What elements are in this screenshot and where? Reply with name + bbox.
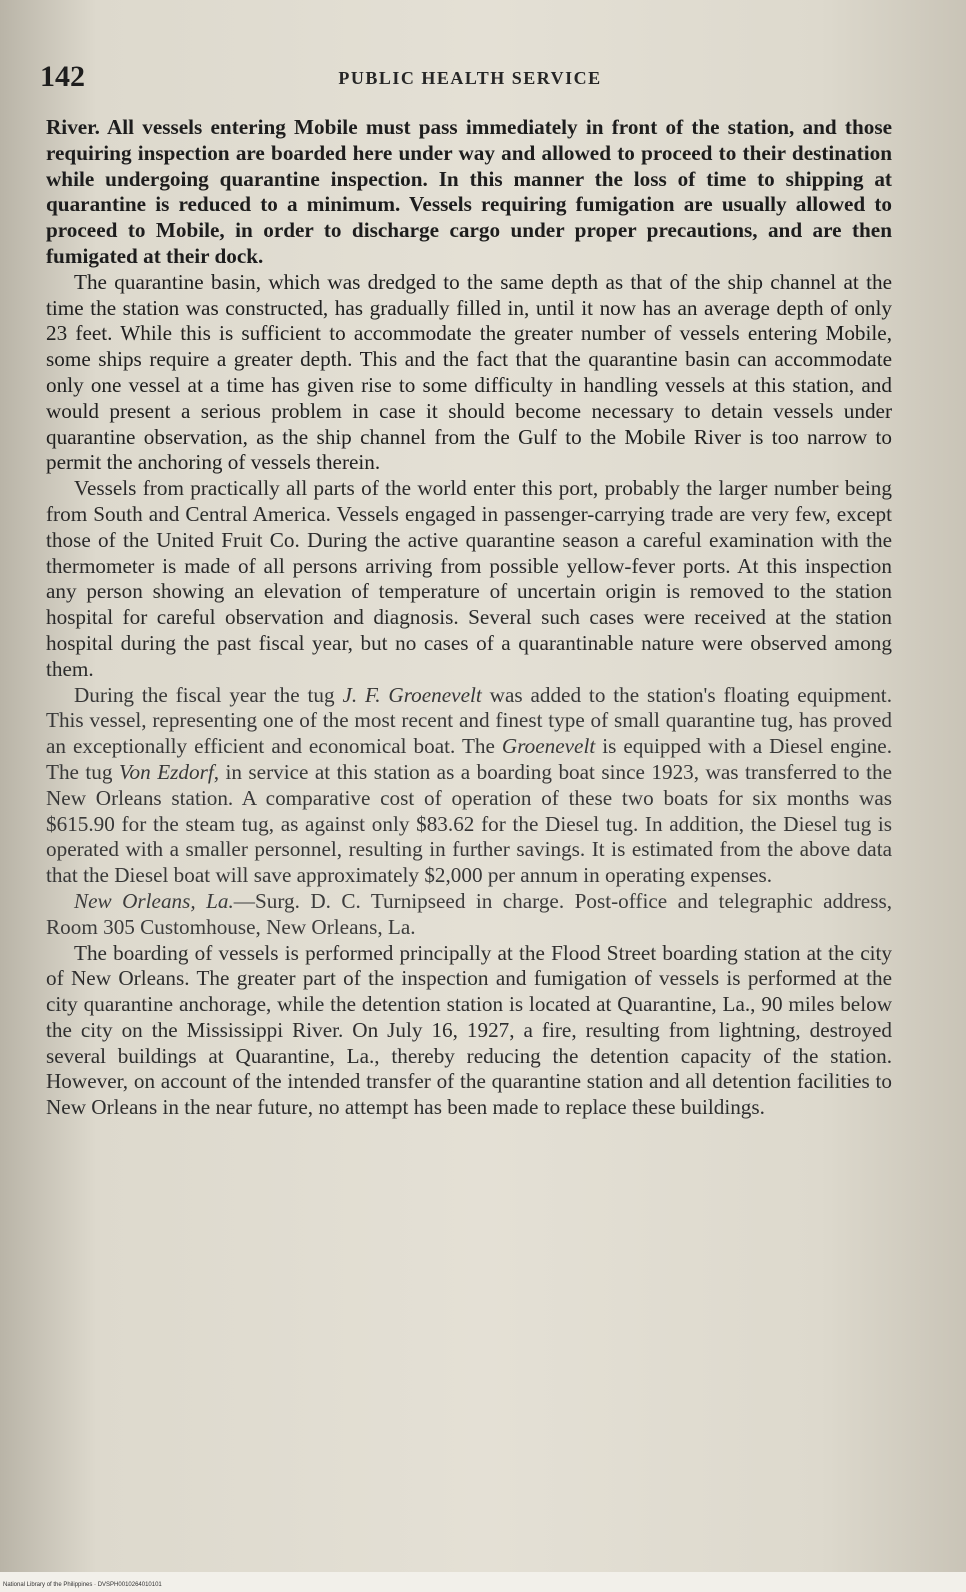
running-head: PUBLIC HEALTH SERVICE [338,68,602,88]
station-name-italic: New Orleans, La. [74,888,234,913]
paragraph-vessels-origin: Vessels from practically all parts of the world enter this port, probably the larger number being from South and Central America. Vessels engaged in passenger-carrying trade are very few, except those of the United Fruit Co. During the active quarantine season a careful examination with the thermometer is made of all persons arriving from possible yellow-fever ports. At this inspection any person showing an elevation of temperature of uncertain origin is removed to the station hospital for careful observation and diagnosis. Several such cases were received at the station hospital during the past fiscal year, but no cases of a quarantinable nature were observed among them. [46,476,892,681]
text-run: During the fiscal year the tug [74,682,343,707]
scan-footer-text: National Library of the Philippines · DVSPH0010264010101 [3,1582,162,1588]
paragraph-quarantine-basin: The quarantine basin, which was dredged to the same depth as that of the ship channel at the time the station was constructed, has gradually filled in, until it now has an average depth of only 23 feet. While this is sufficient to accommodate the greater number of vessels entering Mobile, some ships require a greater depth. This and the fact that the quarantine basin can accommodate only one vessel at a time has given rise to some difficulty in handling vessels at this station, and would present a serious problem in case it should become necessary to detain vessels under quarantine observation, as the ship channel from the Gulf to the Mobile River is too narrow to permit the anchoring of vessels therein. [46,269,892,475]
paragraph-mobile-station: River. All vessels entering Mobile must pass immediately in front of the station, and those requiring inspection are boarded here under way and allowed to proceed to their destination while undergoing quarantine inspection. In this manner the loss of time to shipping at quarantine is reduced to a minimum. Vessels requiring fumigation are usually allowed to proceed to Mobile, in order to discharge cargo under proper precautions, and are then fumigated at their dock. [46,115,892,268]
page-header [40,58,900,98]
text-run: , in service at this station as a boarding boat since 1923, was transferred to the New Orleans station. A comparative cost of operation of these two boats for six months was $615.90 for the steam tug, as against only $83.62 for the Diesel tug. In addition, the Diesel tug is operated with a smaller personnel, resulting in further savings. It is estimated from the above data that the Diesel boat will save approximately $2,000 per annum in operating expenses. [46,759,893,888]
vessel-name-italic: J. F. Groenevelt [342,682,482,707]
vessel-name-italic: Groenevelt [501,734,596,759]
paragraph-diesel-tug [46,683,892,889]
text-run: was added to the station's floating equipment. This vessel, representing one of the most recent and finest type of small quarantine tug, has proved an exceptionally efficient and economical boat. The [46,682,892,759]
scan-footer [0,1572,966,1592]
text-run: —Surg. D. C. Turnipseed in charge. Post-office and telegraphic address, Room 305 Customhouse, New Orleans, La. [46,888,892,939]
page-number: 142 [40,60,85,93]
paragraph-boarding-new-orleans: The boarding of vessels is performed principally at the Flood Street boarding station at the city of New Orleans. The greater part of the inspection and fumigation of vessels is performed at the city quarantine anchorage, while the detention station is located at Quarantine, La., 90 miles below the city on the Mississippi River. On July 16, 1927, a fire, resulting from lightning, destroyed several buildings at Quarantine, La., thereby reducing the detention capacity of the station. However, on account of the intended transfer of the quarantine station and all detention facilities to New Orleans in the near future, no attempt has been made to replace these buildings. [46,940,892,1120]
text-run: is equipped with a Diesel engine. The tug [46,734,892,784]
paragraph-new-orleans-heading [46,889,892,941]
body-text [46,115,892,1121]
vessel-name-italic: Von Ezdorf [118,759,214,784]
